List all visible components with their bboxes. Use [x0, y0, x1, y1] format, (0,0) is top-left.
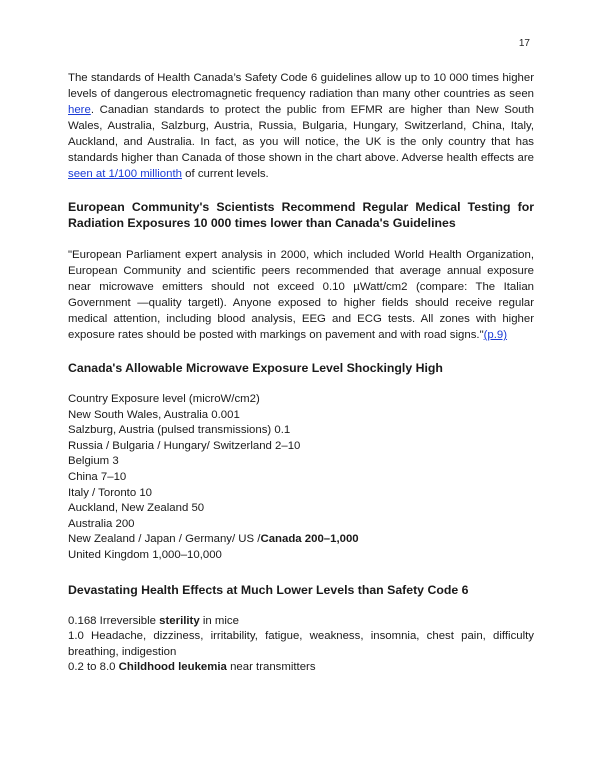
exposure-line: Italy / Toronto 10	[68, 486, 153, 499]
section-heading-european: European Community's Scientists Recommend Regular Medical Testing for Radiation Exposures 10 000 times lower than Canada's Guidelines	[68, 200, 534, 230]
exposure-line: China 7–10	[68, 470, 127, 483]
effect-bold: sterility	[159, 614, 200, 627]
effect-text: 0.2 to 8.0	[68, 661, 119, 674]
exposure-line: Belgium 3	[68, 455, 119, 468]
effect-bold: Childhood leukemia	[118, 661, 227, 674]
intro-paragraph	[68, 70, 534, 182]
effect-text: near transmitters	[226, 661, 316, 674]
exposure-header-line: Country Exposure level (microW/cm2)	[68, 393, 260, 405]
health-effect-sterility	[68, 614, 534, 630]
here-link[interactable]: here	[68, 104, 91, 116]
section-heading-health-effects: Devastating Health Effects at Much Lower Levels than Safety Code 6	[68, 582, 469, 597]
section-heading-canada: Canada's Allowable Microwave Exposure Level Shockingly High	[68, 361, 443, 375]
millionth-link[interactable]: seen at 1/100 millionth	[68, 168, 182, 180]
exposure-line: Auckland, New Zealand 50	[68, 502, 205, 515]
exposure-line: New South Wales, Australia 0.001	[68, 408, 240, 421]
exposure-line-canada	[68, 532, 534, 548]
health-effects-list	[68, 614, 534, 676]
page-content	[68, 70, 534, 676]
canada-line-prefix: New Zealand / Japan / Germany/ US /	[68, 533, 261, 546]
page-number: 17	[518, 38, 530, 49]
exposure-line: Salzburg, Austria (pulsed transmissions) 0.1	[68, 424, 291, 437]
intro-text-middle: . Canadian standards to protect the public from EFMR are higher than New South Wales, Australia, Salzburg, Austria, Russia, Bulgaria, Hungary, Switzerland, China, Italy, Auckland, and Australia. In fact, as you will notice, the UK is the only country that has standards higher than Canada of those shown in the chart above. Adverse health effects are	[68, 104, 534, 164]
exposure-level-list	[68, 392, 534, 564]
exposure-line: Russia / Bulgaria / Hungary/ Switzerland 2–10	[68, 439, 301, 452]
exposure-line-uk: United Kingdom 1,000–10,000	[68, 548, 222, 561]
canada-line-bold: Canada 200–1,000	[260, 533, 359, 546]
exposure-line: Australia 200	[68, 517, 135, 530]
effect-text: 0.168 Irreversible	[68, 614, 160, 627]
intro-text-start: The standards of Health Canada’s Safety Code 6 guidelines allow up to 10 000 times higher levels of dangerous electromagnetic frequency radiation than many other countries as seen	[68, 72, 534, 100]
health-effect-symptoms: 1.0 Headache, dizziness, irritability, fatigue, weakness, insomnia, chest pain, difficulty breathing, indigestion	[68, 630, 534, 658]
health-effect-leukemia	[68, 660, 534, 676]
effect-text: in mice	[199, 614, 239, 627]
european-quote	[68, 247, 534, 343]
european-quote-text: "European Parliament expert analysis in 2000, which included World Health Organization, European Community and scientific peers recommended that average annual exposure near microwave emitters should not exceed 0.10 µWatt/cm2 (compare: The Italian Government —quality targetl). Anyone exposed to higher fields should receive regular medical attention, including blood analysis, EEG and ECG tests. All zones with higher exposure rates should be posted with markings on pavement and with road signs."	[68, 249, 534, 341]
page-ref-link[interactable]: (p.9)	[483, 329, 508, 341]
intro-text-end: of current levels.	[181, 168, 269, 180]
